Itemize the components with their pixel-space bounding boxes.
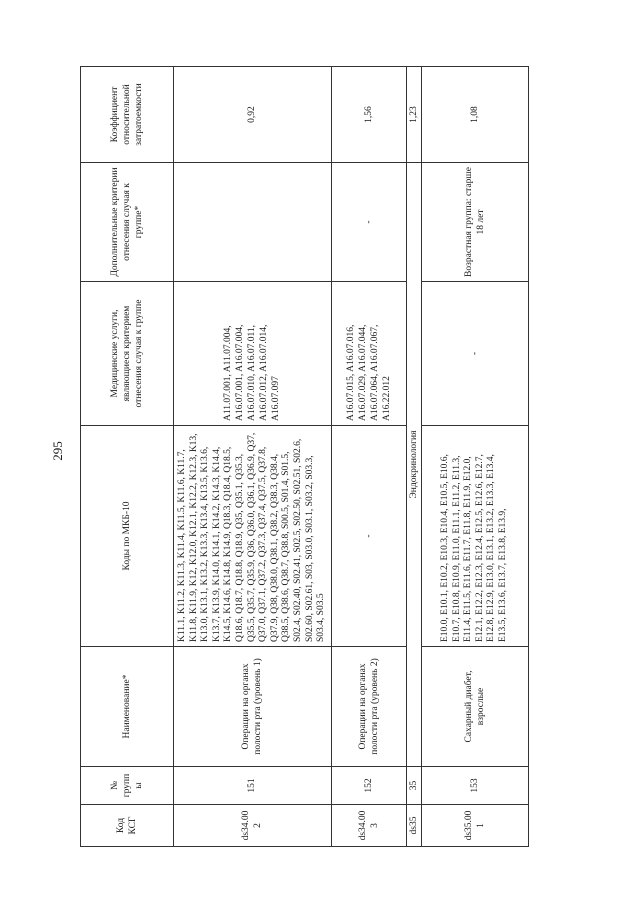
cell-mkb-codes: -: [331, 426, 406, 647]
cell-naimenovanie: Операции на органах полости рта (уровень 1): [174, 647, 332, 767]
table-row: [421, 67, 528, 847]
cell-med-uslugi: A11.07.001, A11.07.004, A16.07.001, A16.07.004, A16.07.010, A16.07.011, A16.07.012, A16.07.014, A16.07.097: [174, 282, 332, 426]
header-koeff: Коэффициент относительной затратоемкости: [81, 67, 174, 163]
cell-mkb-codes: K11.1, K11.2, K11.3, K11.4, K11.5, K11.6, K11.7, K11.8, K11.9, K12, K12.0, K12.1, K12.2, K12.3, K13, K13.0, K13.1, K13.2, K13.3, K13.4, K13.5, K13.6, K13.7, K13.9, K14.0, K14.1, K14.2, K14.3, K14.4, K14.5, K14.6, K14.8, K14.9, Q18.3, Q18.4, Q18.5, Q18.6, Q18.7, Q18.8, Q18.9, Q35, Q35.1, Q35.3, Q35.5, Q35.7, Q35.9, Q36, Q36.0, Q36.1, Q36.9, Q37, Q37.0, Q37.1, Q37.2, Q37.3, Q37.4, Q37.5, Q37.8, Q37.9, Q38, Q38.0, Q38.1, Q38.2, Q38.3, Q38.4, Q38.5, Q38.6, Q38.7, Q38.8, S00.5, S01.4, S01.5, S02.4, S02.40, S02.41, S02.5, S02.50, S02.51, S02.6, S02.60, S02.61, S03, S03.0, S03.1, S03.2, S03.3, S03.4, S03.5: [174, 426, 332, 647]
section-title: Эндокринология: [406, 163, 421, 767]
cell-kod: ds34.003: [331, 805, 406, 847]
ksg-table: [80, 66, 529, 847]
table-row: [174, 67, 332, 847]
table-header-row: [81, 67, 174, 847]
header-med-uslugi: Медицинские услуги, являющиеся критерием отнесения случая к группе: [81, 282, 174, 426]
cell-med-uslugi: A16.07.015, A16.07.016, A16.07.029, A16.07.044, A16.07.064, A16.07.067, A16.22.012: [331, 282, 406, 426]
cell-koeff: 1,08: [421, 67, 528, 163]
table-row: [331, 67, 406, 847]
cell-nomer: 151: [174, 767, 332, 805]
cell-mkb-codes: E10.0, E10.1, E10.2, E10.3, E10.4, E10.5, E10.6, E10.7, E10.8, E10.9, E11.0, E11.1, E11.2, E11.3, E11.4, E11.5, E11.6, E11.7, E11.8, E11.9, E12.0, E12.1, E12.2, E12.3, E12.4, E12.5, E12.6, E12.7, E12.8, E12.9, E13.0, E13.1, E13.2, E13.3, E13.4, E13.5, E13.6, E13.7, E13.8, E13.9,: [421, 426, 528, 647]
cell-dop-kriterii: [174, 163, 332, 282]
section-kod: ds35: [406, 805, 421, 847]
cell-nomer: 153: [421, 767, 528, 805]
cell-dop-kriterii: Возрастная группа: старше 18 лет: [421, 163, 528, 282]
section-row: [406, 67, 421, 847]
cell-kod: ds34.002: [174, 805, 332, 847]
rotated-table-container: [80, 67, 601, 847]
section-koeff: 1,23: [406, 67, 421, 163]
cell-kod: ds35.001: [421, 805, 528, 847]
cell-koeff: 0,92: [174, 67, 332, 163]
cell-naimenovanie: Операции на органах полости рта (уровень 2): [331, 647, 406, 767]
header-dop-kriterii: Дополнительные критерии отнесения случая к группе*: [81, 163, 174, 282]
header-naimenovanie: Наименование*: [81, 647, 174, 767]
cell-nomer: 152: [331, 767, 406, 805]
header-kod-kst: Код КСГ: [81, 805, 174, 847]
page-number: 295: [50, 441, 65, 461]
cell-naimenovanie: Сахарный диабет, взрослые: [421, 647, 528, 767]
header-kody-mkb: Коды по МКБ-10: [81, 426, 174, 647]
section-nomer: 35: [406, 767, 421, 805]
cell-med-uslugi: -: [421, 282, 528, 426]
header-nomer-gruppy: № группы: [81, 767, 174, 805]
cell-dop-kriterii: -: [331, 163, 406, 282]
cell-koeff: 1,56: [331, 67, 406, 163]
